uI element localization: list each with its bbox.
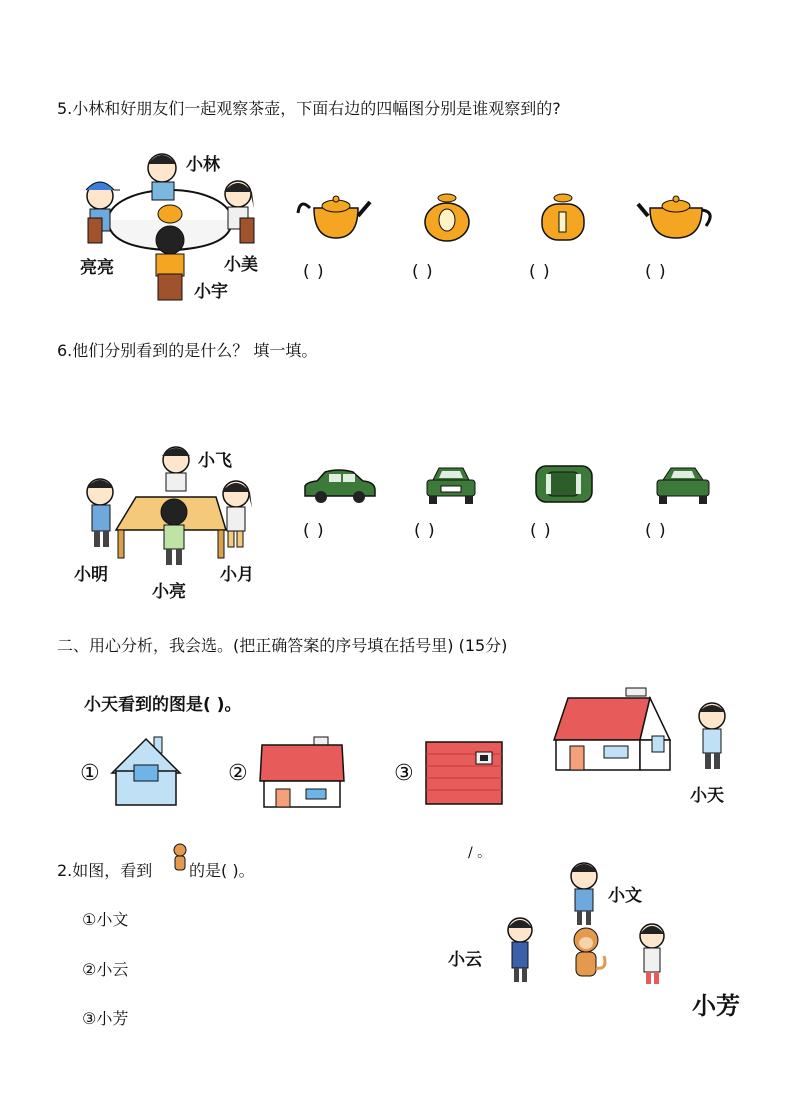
teapot-front-view-icon (422, 188, 472, 243)
q1-text: 小天看到的图是( )。 (84, 695, 242, 715)
q6-text: 6.他们分别看到的是什么？ 填一填。 (57, 341, 318, 360)
q2-name-right: 小芳 (692, 992, 740, 1020)
teapot-side-view-icon (300, 188, 372, 243)
q6-blank-4[interactable]: ( ) (645, 521, 667, 541)
q5-name-bottom: 小宇 (194, 282, 228, 302)
q6-scene-illustration (84, 442, 264, 577)
q2-scene-illustration (500, 858, 680, 988)
q1-option-3-label[interactable]: ③ (394, 761, 414, 786)
q2-name-left: 小云 (448, 950, 482, 970)
q2-option-2[interactable]: ②小云 (82, 960, 129, 979)
q6-name-top: 小飞 (198, 451, 232, 471)
q5-blank-3[interactable]: ( ) (529, 262, 551, 282)
person-xiaotian-illustration (694, 702, 730, 770)
monkey-icon (172, 842, 188, 872)
q6-name-left: 小明 (74, 565, 108, 585)
q2-name-top: 小文 (608, 886, 642, 906)
teapot-back-view-icon (538, 188, 588, 243)
q2-stray-mark: / 。 (468, 845, 492, 861)
q1-option-2-label[interactable]: ② (228, 761, 248, 786)
q6-blank-2[interactable]: ( ) (414, 521, 436, 541)
q2-option-1[interactable]: ①小文 (82, 910, 129, 929)
q5-text: 5.小林和好朋友们一起观察茶壶，下面右边的四幅图分别是谁观察到的? (57, 99, 561, 118)
house-top-view-icon (424, 740, 504, 806)
q5-name-right: 小美 (224, 255, 258, 275)
q5-blank-1[interactable]: ( ) (303, 262, 325, 282)
q2-text-after: 的是( )。 (189, 861, 255, 880)
section2-heading: 二、用心分析，我会选。(把正确答案的序号填在括号里) (15分) (57, 636, 508, 655)
q5-scene-illustration (80, 148, 280, 303)
teapot-side-view-mirrored-icon (640, 188, 714, 243)
house-back-view-icon (110, 735, 182, 807)
q5-blank-4[interactable]: ( ) (645, 262, 667, 282)
q2-text-before: 2.如图，看到 (57, 861, 153, 880)
car-top-view-icon (534, 462, 594, 506)
q2-option-3[interactable]: ③小芳 (82, 1009, 129, 1028)
q5-name-left: 亮亮 (80, 258, 114, 278)
car-front-view-icon (425, 466, 477, 506)
q1-option-1-label[interactable]: ① (80, 761, 100, 786)
q6-blank-3[interactable]: ( ) (530, 521, 552, 541)
q6-name-right: 小月 (220, 565, 254, 585)
house-front-view-icon (258, 735, 346, 809)
car-back-view-icon (655, 466, 711, 506)
q6-blank-1[interactable]: ( ) (303, 521, 325, 541)
q5-name-top: 小林 (186, 155, 220, 175)
car-side-view-icon (303, 468, 377, 504)
q5-blank-2[interactable]: ( ) (412, 262, 434, 282)
reference-house-illustration (554, 686, 674, 772)
q6-name-bottom: 小亮 (152, 582, 186, 602)
q1-person-name: 小天 (690, 786, 724, 806)
